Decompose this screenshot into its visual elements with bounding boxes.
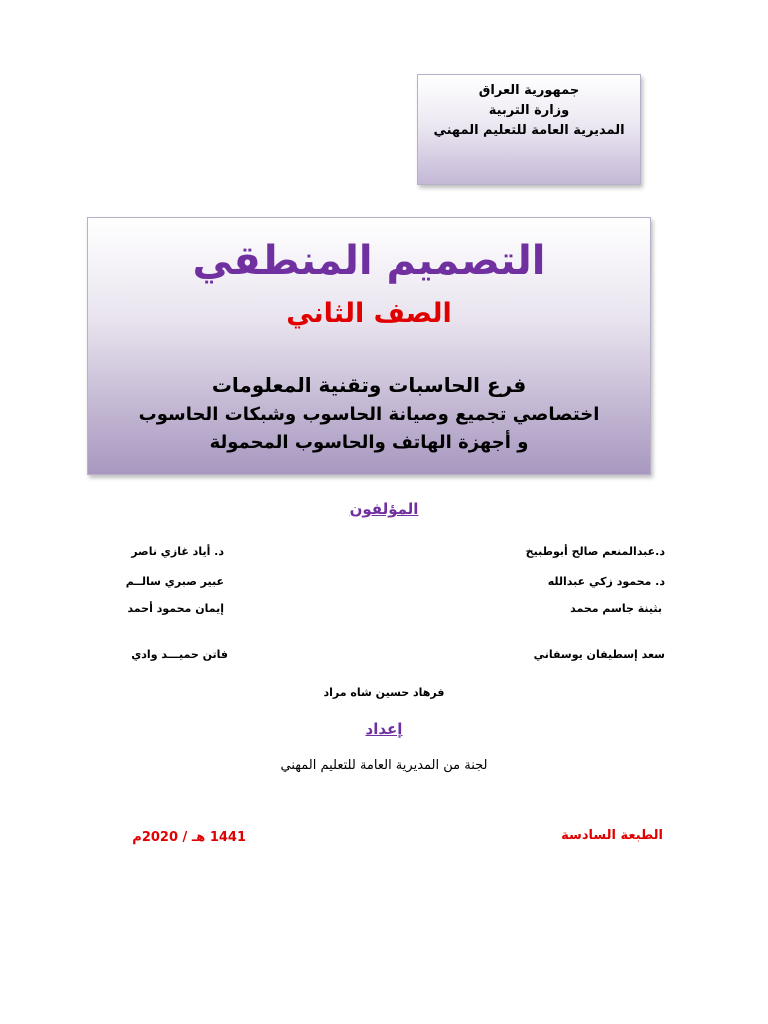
book-title: التصميم المنطقي — [192, 238, 546, 284]
specialization-line-1: اختصاصي تجميع وصيانة الحاسوب وشبكات الحاسوب — [138, 404, 600, 425]
preparation-heading: إعداد — [365, 720, 403, 738]
author-left-3: إيمان محمود أحمد — [127, 602, 224, 615]
header-box — [417, 74, 641, 185]
author-left-4: فاتن حميـــد وادي — [131, 648, 228, 661]
specialization-line-2: و أجهزة الهاتف والحاسوب المحمولة — [209, 432, 529, 453]
branch-label: فرع الحاسبات وتقنية المعلومات — [211, 373, 527, 397]
author-right-3: بثينة جاسم محمد — [570, 602, 662, 615]
country-name: جمهورية العراق — [478, 83, 580, 98]
title-box — [87, 217, 651, 475]
date-label: 1441 هـ / 2020م — [132, 830, 246, 845]
author-left-1: د. أياد غازي ناصر — [131, 545, 224, 558]
author-center: فرهاد حسين شاه مراد — [323, 686, 445, 699]
author-right-1: د.عبدالمنعم صالح أبوطبيخ — [525, 545, 665, 558]
committee-label: لجنة من المديرية العامة للتعليم المهني — [280, 758, 488, 773]
author-right-4: سعد إسطيفان يوسفاني — [533, 648, 665, 661]
author-left-2: عبير صبري سالــم — [125, 575, 224, 588]
ministry-name: وزارة التربية — [488, 103, 570, 118]
grade-label: الصف الثاني — [286, 298, 452, 329]
edition-label: الطبعة السادسة — [561, 828, 663, 843]
authors-heading: المؤلفون — [349, 500, 419, 518]
author-right-2: د. محمود زكي عبدالله — [547, 575, 665, 588]
directorate-name: المديرية العامة للتعليم المهني — [433, 123, 625, 138]
